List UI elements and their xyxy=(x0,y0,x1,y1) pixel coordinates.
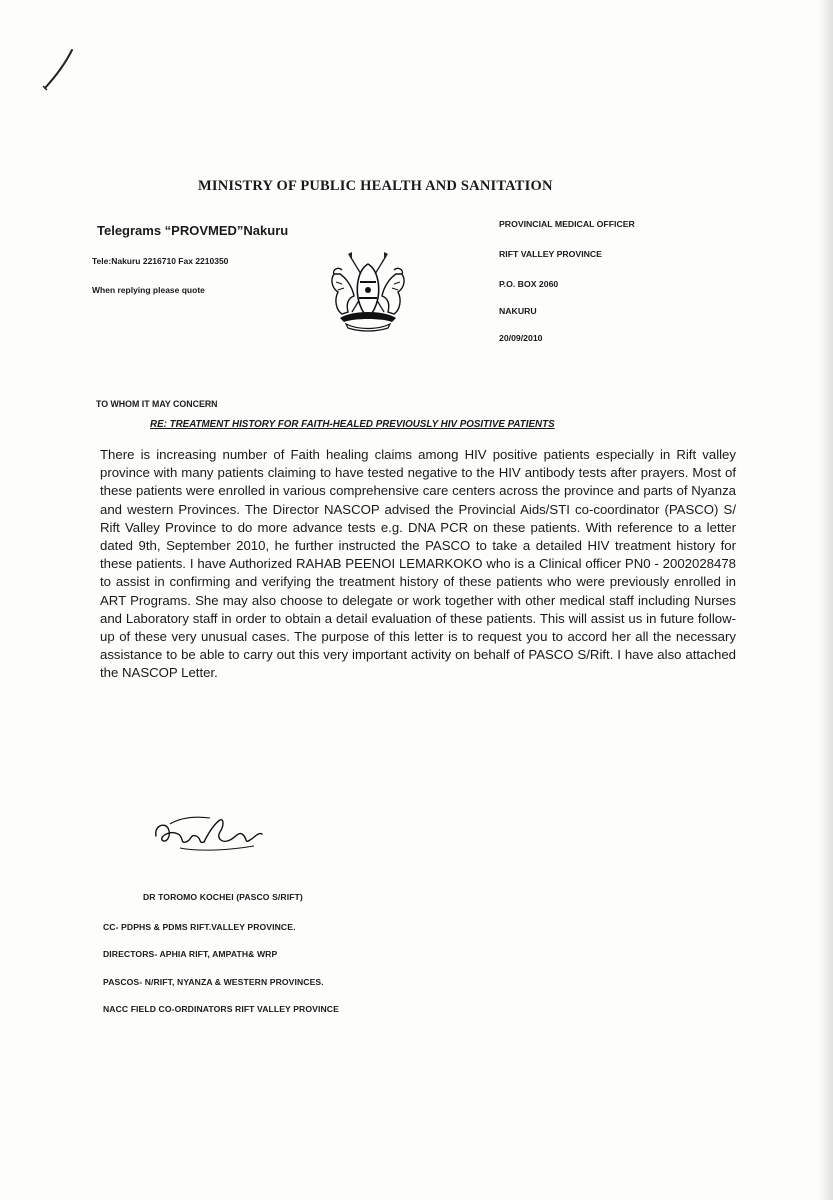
reply-note: When replying please quote xyxy=(92,285,205,295)
cc-line: CC- PDPHS & PDMS RIFT.VALLEY PROVINCE. xyxy=(103,922,296,932)
signatory-name: DR TOROMO KOCHEI (PASCO S/RIFT) xyxy=(143,892,303,902)
margin-slash-mark xyxy=(38,44,78,94)
page-edge-shadow xyxy=(819,0,833,1200)
office-title: PROVINCIAL MEDICAL OFFICER xyxy=(499,219,635,229)
telegrams-line: Telegrams “PROVMED”Nakuru xyxy=(97,223,289,238)
tele-fax-line: Tele:Nakuru 2216710 Fax 2210350 xyxy=(92,256,229,266)
town-line: NAKURU xyxy=(499,306,537,316)
signature xyxy=(150,810,265,855)
cc-line: PASCOS- N/RIFT, NYANZA & WESTERN PROVINCES. xyxy=(103,977,324,987)
kenya-coat-of-arms-icon xyxy=(322,252,414,332)
salutation: TO WHOM IT MAY CONCERN xyxy=(96,399,218,409)
province-line: RIFT VALLEY PROVINCE xyxy=(499,249,602,259)
letter-date: 20/09/2010 xyxy=(499,333,543,343)
ministry-title: MINISTRY OF PUBLIC HEALTH AND SANITATION xyxy=(198,178,553,194)
letter-body: There is increasing number of Faith healing claims among HIV positive patients especially in Rift valley province with many patients claiming to have tested negative to the HIV antibody tests after prayers. Most of these patients were enrolled in various comprehensive care centers across the province and parts of Nyanza and western Provinces. The Director NASCOP advised the Provincial Aids/STI co-coordinator (PASCO) S/ Rift Valley Province to do more advance tests e.g. DNA PCR on these patients. With reference to a letter dated 9th, September 2010, he further instructed the PASCO to take a detailed HIV treatment history for these patients. I have Authorized RAHAB PEENOI LEMARKOKO who is a Clinical officer PN0 - 2002028478 to assist in confirming and verifying the treatment history of these patients who were previously enrolled in ART Programs. She may also choose to delegate or work together with other medical staff including Nurses and Laboratory staff in order to obtain a detail evaluation of these patients. This will assist us in future follow-up of these very unusual cases. The purpose of this letter is to request you to accord her all the necessary assistance to be able to carry out this very important activity on behalf of PASCO S/Rift. I have also attached the NASCOP Letter. xyxy=(100,447,736,681)
cc-line: DIRECTORS- APHIA RIFT, AMPATH& WRP xyxy=(103,949,278,959)
po-box-line: P.O. BOX 2060 xyxy=(499,279,559,289)
subject-line: RE: TREATMENT HISTORY FOR FAITH-HEALED PREVIOUSLY HIV POSITIVE PATIENTS xyxy=(150,419,555,430)
cc-line: NACC FIELD CO-ORDINATORS RIFT VALLEY PROVINCE xyxy=(103,1004,339,1014)
